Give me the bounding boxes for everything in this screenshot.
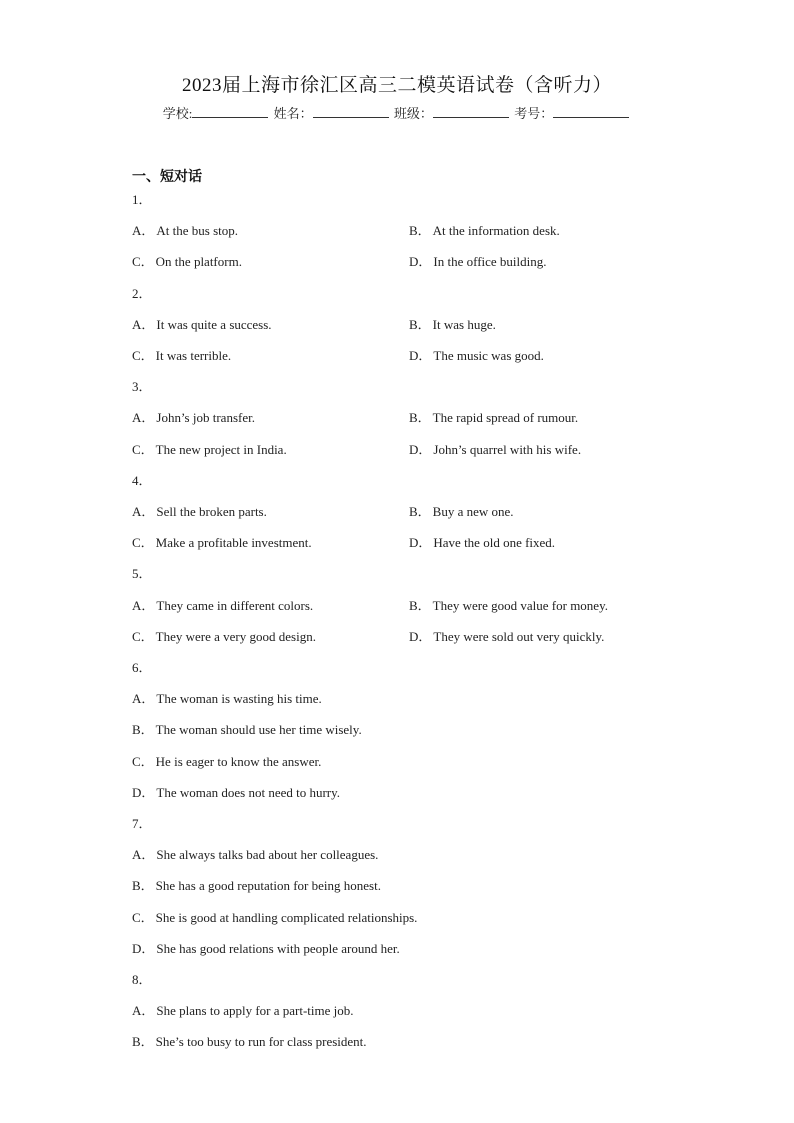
option-text: They came in different colors. [156, 597, 314, 613]
option-text: It was terrible. [155, 348, 232, 363]
option-letter: D． [409, 535, 432, 551]
question-number: 6． [132, 660, 152, 675]
answer-option[interactable] [132, 1034, 367, 1050]
option-letter: B． [409, 597, 431, 613]
option-letter: B． [409, 504, 431, 519]
question-number: 4． [132, 472, 152, 488]
class-label: 班级： [393, 106, 433, 121]
option-text: Make a profitable investment. [155, 535, 312, 551]
answer-option[interactable] [132, 598, 313, 614]
answer-option[interactable] [132, 754, 321, 770]
option-text: On the platform. [155, 254, 242, 270]
answer-option[interactable] [409, 504, 514, 520]
option-letter: A． [132, 504, 155, 519]
answer-option[interactable] [132, 910, 417, 926]
question-number: 8． [132, 972, 152, 987]
option-text: The woman is wasting his time. [156, 691, 322, 707]
option-text: They were a very good design. [155, 628, 316, 644]
student-info-line [0, 103, 794, 122]
answer-option[interactable] [409, 254, 547, 270]
answer-option[interactable] [409, 348, 544, 364]
option-letter: B． [132, 722, 154, 738]
answer-option[interactable] [132, 1003, 354, 1019]
option-letter: D． [132, 940, 155, 956]
name-blank[interactable] [313, 105, 389, 118]
question-number: 5． [132, 566, 152, 582]
name-label: 姓名： [273, 106, 313, 121]
option-text: The woman does not need to hurry. [156, 784, 341, 800]
option-letter: B． [409, 410, 431, 426]
question-number: 2． [132, 285, 152, 301]
section-title: 一、短对话 [132, 170, 202, 185]
option-letter: C． [132, 535, 154, 551]
question-number: 7． [132, 816, 152, 831]
option-letter: B． [132, 1034, 154, 1050]
option-text: The woman should use her time wisely. [155, 722, 362, 738]
option-text: She is good at handling complicated relationships. [155, 909, 418, 925]
option-text: She has good relations with people around her. [156, 940, 400, 956]
answer-option[interactable] [132, 348, 231, 364]
option-text: It was quite a success. [156, 316, 272, 332]
option-text: Have the old one fixed. [433, 535, 556, 551]
answer-option[interactable] [409, 535, 555, 551]
option-text: She always talks bad about her colleagues. [156, 847, 379, 863]
answer-option[interactable] [132, 535, 312, 551]
option-text: In the office building. [433, 254, 547, 270]
option-letter: A． [132, 691, 155, 707]
option-text: The music was good. [433, 348, 544, 363]
answer-option[interactable] [409, 629, 604, 645]
answer-option[interactable] [132, 878, 381, 894]
option-text: John’s job transfer. [156, 410, 255, 426]
option-letter: D． [409, 441, 432, 457]
option-letter: C． [132, 254, 154, 270]
question-number: 3． [132, 379, 152, 395]
answer-option[interactable] [132, 504, 267, 520]
option-letter: A． [132, 1003, 155, 1019]
option-text: It was huge. [432, 316, 496, 332]
answer-option[interactable] [132, 785, 340, 801]
option-text: Buy a new one. [432, 504, 514, 519]
answer-option[interactable] [132, 629, 316, 645]
option-text: Sell the broken parts. [156, 504, 267, 519]
option-text: She plans to apply for a part-time job. [156, 1003, 354, 1019]
option-letter: D． [409, 628, 432, 644]
option-text: She’s too busy to run for class president. [155, 1034, 367, 1050]
school-label: 学校: [162, 106, 193, 121]
answer-option[interactable] [132, 410, 255, 426]
option-text: She has a good reputation for being honest. [155, 878, 381, 894]
answer-option[interactable] [409, 410, 578, 426]
answer-option[interactable] [132, 691, 322, 707]
option-text: They were good value for money. [432, 597, 608, 613]
answer-option[interactable] [132, 847, 378, 863]
exam-number-blank[interactable] [553, 105, 629, 118]
option-text: John’s quarrel with his wife. [433, 441, 582, 457]
exam-number-label: 考号： [514, 106, 554, 121]
answer-option[interactable] [132, 722, 362, 738]
answer-option[interactable] [409, 223, 560, 239]
answer-option[interactable] [132, 317, 272, 333]
option-letter: B． [132, 878, 154, 894]
option-letter: B． [409, 316, 431, 332]
option-text: The new project in India. [155, 441, 287, 457]
answer-option[interactable] [409, 598, 608, 614]
option-letter: B． [409, 223, 431, 239]
option-text: At the information desk. [432, 223, 560, 239]
answer-option[interactable] [409, 317, 496, 333]
option-letter: D． [409, 254, 432, 270]
class-blank[interactable] [433, 105, 509, 118]
option-text: They were sold out very quickly. [433, 628, 605, 644]
option-text: He is eager to know the answer. [155, 753, 322, 769]
answer-option[interactable] [132, 442, 287, 458]
option-letter: D． [132, 784, 155, 800]
answer-option[interactable] [132, 941, 400, 957]
option-letter: C． [132, 909, 154, 925]
option-letter: A． [132, 847, 155, 863]
option-letter: A． [132, 223, 155, 239]
option-letter: C． [132, 753, 154, 769]
option-letter: C． [132, 628, 154, 644]
question-number: 1． [132, 192, 152, 207]
option-letter: A． [132, 597, 155, 613]
answer-option[interactable] [132, 254, 242, 270]
option-text: At the bus stop. [156, 223, 239, 239]
option-letter: C． [132, 441, 154, 457]
option-letter: C． [132, 348, 154, 363]
school-blank[interactable] [192, 105, 268, 118]
page-title: 2023届上海市徐汇区高三二模英语试卷（含听力） [181, 75, 612, 96]
option-letter: A． [132, 316, 155, 332]
option-letter: D． [409, 348, 432, 363]
answer-option[interactable] [409, 442, 581, 458]
option-text: The rapid spread of rumour. [432, 410, 579, 426]
option-letter: A． [132, 410, 155, 426]
answer-option[interactable] [132, 223, 238, 239]
